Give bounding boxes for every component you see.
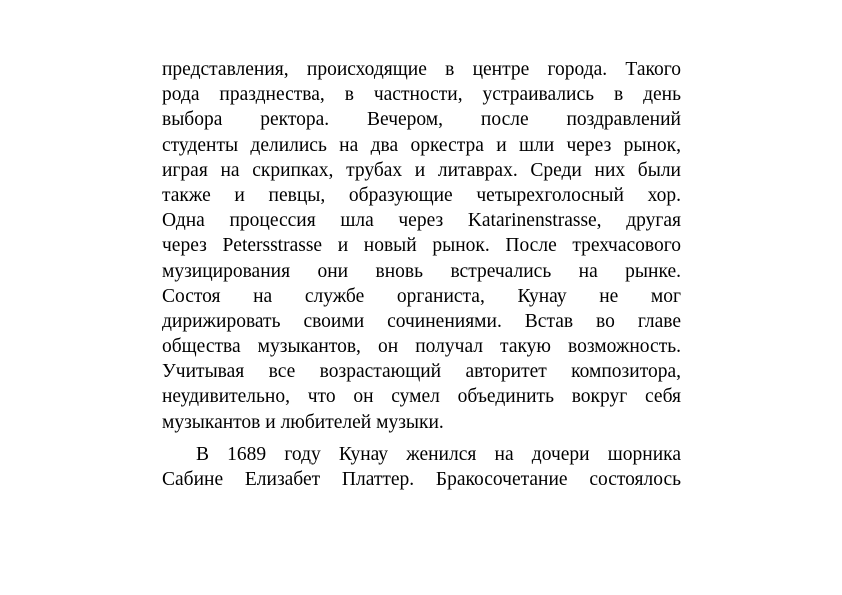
text-line: также и певцы, образующие четырехголосный хор. [162, 184, 681, 206]
text-block [162, 57, 681, 492]
paragraph-2 [162, 442, 681, 492]
text-line: музыкантов и любителей музыки. [162, 411, 444, 433]
text-line: Состоя на службе органиста, Кунау не мог [162, 285, 681, 307]
paragraph-gap [162, 435, 681, 442]
text-line: дирижировать своими сочинениями. Встав во главе [162, 310, 681, 332]
text-line: рода празднества, в частности, устраивались в день [162, 84, 681, 106]
text-line: В 1689 году Кунау женился на дочери шорника [196, 443, 681, 465]
paragraph-1 [162, 57, 681, 435]
text-line: неудивительно, что он сумел объединить вокруг себя [162, 386, 681, 408]
text-line: Одна процессия шла через Katarinenstrasse, другая [162, 210, 681, 232]
text-line: выбора ректора. Вечером, после поздравлений [162, 109, 681, 131]
text-line: представления, происходящие в центре города. Такого [162, 59, 681, 80]
text-line: музицирования они вновь встречались на рынке. [162, 260, 681, 282]
text-line: Учитывая все возрастающий авторитет композитора, [162, 361, 681, 383]
text-line: студенты делились на два оркестра и шли через рынок, [162, 134, 681, 156]
text-line: играя на скрипках, трубах и литаврах. Среди них были [162, 159, 681, 181]
text-line: Сабине Елизабет Платтер. Бракосочетание состоялось [162, 469, 681, 490]
text-line: через Petersstrasse и новый рынок. После трехчасового [162, 235, 681, 257]
text-line: общества музыкантов, он получал такую возможность. [162, 336, 681, 358]
